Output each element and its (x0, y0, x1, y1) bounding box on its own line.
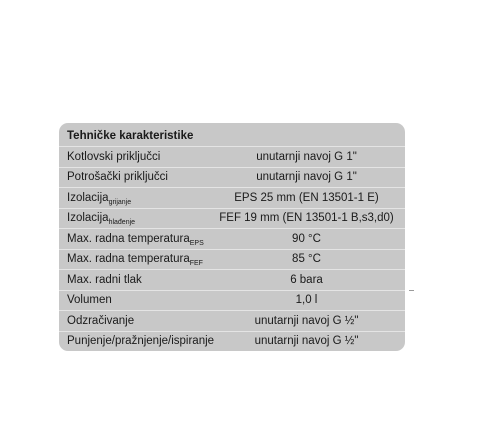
spec-row-max-pressure (59, 269, 405, 290)
spec-row-consumer-connections (59, 167, 405, 188)
spec-label: Kotlovski priključci (67, 150, 161, 163)
spec-label: Odzračivanje (67, 314, 135, 327)
spec-row-venting (59, 310, 405, 331)
spec-label: Volumen (67, 294, 112, 307)
specs-title: Tehničke karakteristike (67, 130, 194, 142)
spec-label: Izolacija$_{grijanje}$ (67, 191, 132, 206)
spec-label: Punjenje/pražnjenje/ispiranje (67, 335, 215, 348)
spec-label: Max. radni tlak (67, 273, 142, 286)
spec-value: 1,0 l (295, 294, 318, 307)
spec-row-insulation-cooling (59, 208, 405, 229)
spec-label-subscript: grijanje (108, 198, 132, 206)
spec-label-subscript: hlađenje (108, 219, 136, 227)
spec-label-subscript: EPS (189, 239, 204, 247)
stray-line-mark (409, 290, 414, 291)
spec-label: Potrošački priključci (67, 171, 168, 184)
spec-row-max-temp-fef (59, 249, 405, 270)
spec-label: Max. radna temperatura$_{FEF}$ (67, 253, 203, 268)
spec-value: unutarnji navoj G 1" (256, 150, 357, 163)
spec-label-subscript: FEF (189, 260, 203, 268)
spec-value: unutarnji navoj G ½" (254, 335, 359, 348)
spec-value: 90 °C (292, 232, 321, 245)
technical-specs-panel (59, 123, 405, 351)
spec-label: Izolacija$_{hlađenje}$ (67, 212, 136, 227)
spec-value: EPS 25 mm (EN 13501-1 E) (234, 191, 379, 204)
spec-value: 6 bara (290, 273, 323, 286)
spec-row-filling-draining (59, 331, 405, 352)
spec-value: 85 °C (292, 253, 321, 266)
spec-value: FEF 19 mm (EN 13501-1 B,s3,d0) (219, 212, 394, 225)
spec-row-boiler-connections (59, 146, 405, 167)
spec-row-volume (59, 290, 405, 311)
spec-value: unutarnji navoj G ½" (254, 314, 359, 327)
spec-value: unutarnji navoj G 1" (256, 171, 357, 184)
spec-row-insulation-heating (59, 187, 405, 208)
spec-row-max-temp-eps (59, 228, 405, 249)
spec-label: Max. radna temperatura$_{EPS}$ (67, 232, 204, 247)
